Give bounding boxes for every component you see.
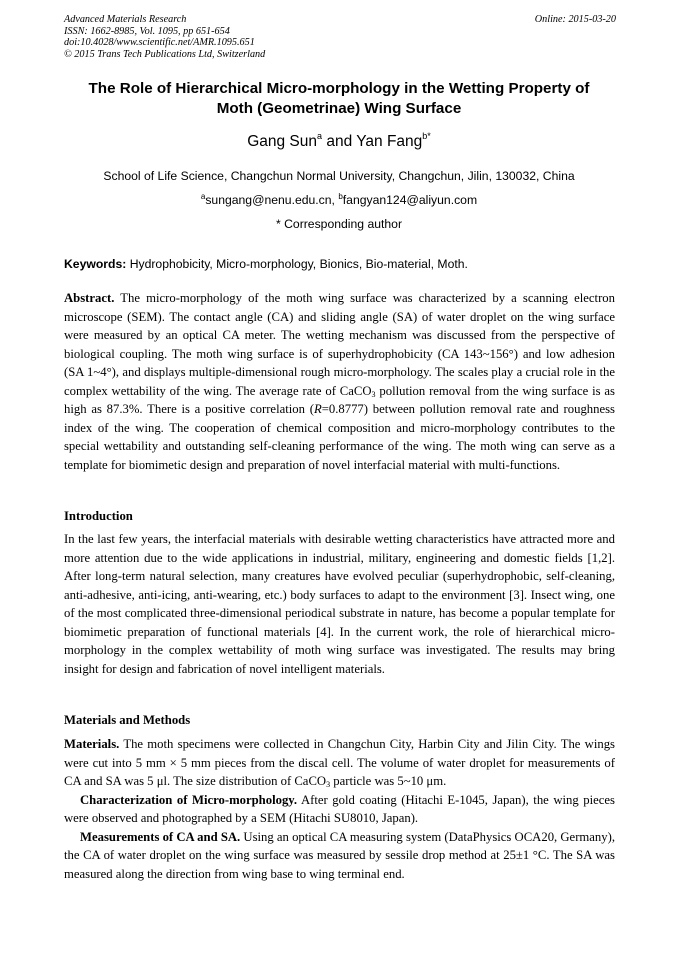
journal-copyright: © 2015 Trans Tech Publications Ltd, Switzerland [64, 48, 266, 60]
abstract-text: pollution removal from the wing surface is as high as 87.3%. There is a positive correlation ( [64, 383, 615, 416]
materials-text: The moth specimens were collected in Changchun City, Harbin City and Jilin City. The wings were cut into 5 mm × 5 mm pieces from the discal cell. The volume of water droplet for measurements of CA and SA was 5 μl. The size distribution of CaCO [64, 737, 615, 788]
introduction-text: In the last few years, the interfacial materials with desirable wetting characteristics have attracted more and more attention due to the wide applications in industrial, military, engineering and domestic fields [1,2]. After long-term natural selection, many creatures have evolved peculiar (superhydrophobic, self-cleaning, anti-adhesive, anti-icing, anti-wearing, etc.) body surfaces to adapt to the environment [3]. Insect wing, one of the most complicated three-dimensional periodical substrate in nature, has become a popular template for biomimetic preparation of functional materials [4]. In the current work, the role of hierarchical micro-morphology in the complex wettability of moth wing surface was investigated. The results may bring insight for design and fabrication of novel intelligent materials. [64, 532, 615, 676]
methods-body [64, 735, 615, 883]
journal-name: Advanced Materials Research [64, 14, 187, 25]
keywords [64, 256, 616, 272]
paper-title-line1: The Role of Hierarchical Micro-morphology in the Wetting Property of [88, 80, 590, 97]
paper-title [40, 79, 638, 119]
materials-text: particle was 5~10 μm. [330, 774, 447, 788]
email-mark: b [338, 192, 343, 201]
materials-label: Materials. [64, 737, 120, 751]
author-affil-mark: b* [422, 131, 431, 141]
journal-header [64, 14, 616, 60]
abstract-label: Abstract. [64, 291, 115, 305]
author-emails [0, 192, 678, 208]
author-name: Yan Fang [356, 133, 423, 150]
author-conjunction: and [322, 133, 357, 150]
corresponding-note: * Corresponding author [275, 217, 403, 231]
measurements-label: Measurements of CA and SA. [80, 829, 241, 844]
section-heading-introduction: Introduction [64, 509, 133, 523]
author-affil-mark: a [317, 131, 323, 141]
online-date: Online: 2015-03-20 [534, 14, 616, 25]
subscript: 3 [371, 389, 376, 399]
author-name: Gang Sun [247, 133, 317, 150]
journal-issn: ISSN: 1662-8985, Vol. 1095, pp 651-654 [64, 25, 230, 37]
email-link[interactable]: fangyan124@aliyun.com [342, 193, 478, 207]
characterization-label: Characterization of Micro-morphology. [80, 792, 298, 807]
methods-paragraph [64, 791, 615, 828]
introduction-body [64, 530, 615, 678]
characterization-text: After gold coating (Hitachi E-1045, Japan), the wing pieces were observed and photographed by a SEM (Hitachi SU8010, Japan). [64, 792, 615, 825]
email-link[interactable]: sungang@nenu.edu.cn, [205, 193, 339, 207]
section-heading-methods: Materials and Methods [64, 713, 191, 727]
abstract-text: =0.8777) between pollution removal rate and roughness index of the wing. The cooperation of chemical composition and micro-morphology contributes to the special wettability and outstanding self-cleaning performance of the wing. The moth wing can serve as a template for biomimetic design and preparation of novel interfacial material with multi-functions. [64, 402, 615, 472]
email-mark: a [200, 192, 206, 201]
abstract-symbol: R [313, 402, 322, 416]
abstract [64, 289, 615, 474]
abstract-text: The micro-morphology of the moth wing surface was characterized by a scanning electron microscope (SEM). The contact angle (CA) and sliding angle (SA) of water droplet on the wing surface were measured by an optical CA meter. The wetting mechanism was discussed from the perspective of biological coupling. The moth wing surface is of superhydrophobicity (CA 143~156°) and low adhesion (SA 1~4°), and displays multiple-dimensional rough micro-morphology. The scales play a crucial role in the complex wettability of the wing. The average rate of CaCO [64, 291, 615, 398]
subscript: 3 [326, 780, 331, 789]
keywords-label: Keywords: [64, 257, 127, 271]
measurements-text: Using an optical CA measuring system (DataPhysics OCA20, Germany), the CA of water droplet on the wing surface was measured by sessile drop method at 25±1 °C. The SA was measured along the direction from wing base to wing terminal end. [64, 829, 616, 881]
methods-paragraph [64, 828, 615, 884]
methods-paragraph [64, 735, 615, 791]
paper-title-line2: Moth (Geometrinae) Wing Surface [216, 100, 462, 117]
keywords-text: Hydrophobicity, Micro-morphology, Bionics, Bio-material, Moth. [126, 257, 468, 271]
author-list [0, 132, 678, 152]
journal-doi: doi:10.4028/www.scientific.net/AMR.1095.651 [64, 37, 255, 49]
affiliation: School of Life Science, Changchun Normal University, Changchun, Jilin, 130032, China [103, 169, 575, 183]
